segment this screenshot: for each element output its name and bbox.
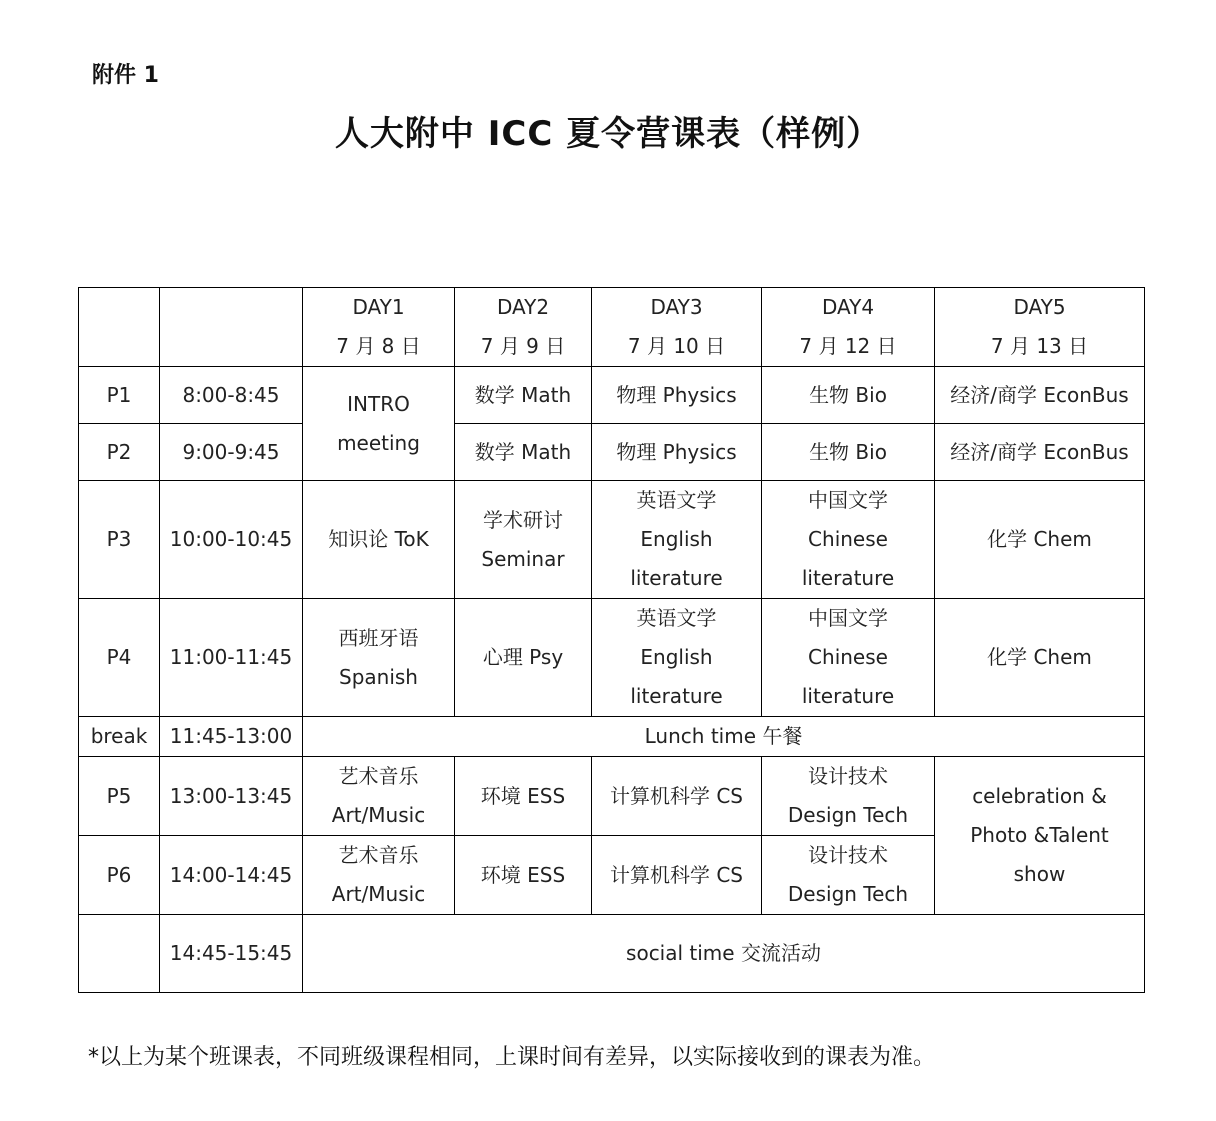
course-text: Art/Music bbox=[331, 882, 426, 906]
day-header bbox=[303, 288, 455, 367]
course-cell bbox=[762, 836, 935, 915]
header-empty-cell bbox=[160, 288, 303, 367]
period-row-p2 bbox=[79, 424, 1145, 481]
break-row bbox=[79, 717, 1145, 757]
attachment-label: 附件 1 bbox=[92, 63, 159, 88]
course-text: literature bbox=[630, 566, 723, 590]
course-cell: 经济/商学 EconBus bbox=[935, 424, 1145, 481]
day-header bbox=[455, 288, 592, 367]
lunch-cell: Lunch time 午餐 bbox=[303, 717, 1145, 757]
course-cell: 化学 Chem bbox=[935, 599, 1145, 717]
course-cell: 数学 Math bbox=[455, 367, 592, 424]
course-text: Art/Music bbox=[331, 803, 426, 827]
period-time: 11:45-13:00 bbox=[160, 717, 303, 757]
period-row-p3 bbox=[79, 481, 1145, 599]
course-cell: 物理 Physics bbox=[592, 367, 762, 424]
course-text: 英语文学 bbox=[636, 606, 717, 630]
course-text: Photo &Talent bbox=[970, 823, 1109, 847]
period-label: P3 bbox=[79, 481, 160, 599]
course-text: Design Tech bbox=[787, 882, 909, 906]
period-row-p4 bbox=[79, 599, 1145, 717]
day-name: DAY1 bbox=[352, 295, 405, 319]
course-text: 艺术音乐 bbox=[338, 764, 419, 788]
day-date: 7 月 13 日 bbox=[990, 334, 1089, 358]
day-date: 7 月 12 日 bbox=[799, 334, 897, 358]
social-row bbox=[79, 915, 1145, 993]
course-cell bbox=[303, 757, 455, 836]
course-cell bbox=[935, 757, 1145, 915]
period-label bbox=[79, 915, 160, 993]
schedule-table bbox=[78, 287, 1145, 993]
day-name: DAY2 bbox=[496, 295, 550, 319]
period-label: P2 bbox=[79, 424, 160, 481]
course-text: Spanish bbox=[339, 664, 418, 689]
course-text: show bbox=[1013, 862, 1066, 886]
header-empty-cell bbox=[79, 288, 160, 367]
period-label: P1 bbox=[79, 367, 160, 424]
day-name: DAY4 bbox=[821, 295, 875, 319]
course-cell: 化学 Chem bbox=[935, 481, 1145, 599]
social-cell: social time 交流活动 bbox=[303, 915, 1145, 993]
course-cell bbox=[303, 367, 455, 481]
course-text: literature bbox=[801, 566, 895, 590]
course-cell: 物理 Physics bbox=[592, 424, 762, 481]
course-cell bbox=[762, 481, 935, 599]
course-cell bbox=[303, 836, 455, 915]
day-date: 7 月 10 日 bbox=[627, 334, 726, 358]
period-label: P6 bbox=[79, 836, 160, 915]
course-text: 中国文学 bbox=[808, 488, 888, 512]
course-text: 设计技术 bbox=[808, 764, 888, 788]
course-cell bbox=[592, 481, 762, 599]
course-text: 艺术音乐 bbox=[338, 843, 419, 867]
period-label: P4 bbox=[79, 599, 160, 717]
period-label: break bbox=[79, 717, 160, 757]
course-cell: 计算机科学 CS bbox=[592, 757, 762, 836]
course-cell bbox=[762, 599, 935, 717]
course-cell bbox=[455, 481, 592, 599]
course-text: Seminar bbox=[481, 546, 565, 571]
course-text: English bbox=[640, 645, 713, 669]
course-cell: 生物 Bio bbox=[762, 424, 935, 481]
course-text: 学术研讨 bbox=[483, 507, 563, 532]
course-text: Chinese bbox=[808, 645, 888, 669]
course-text: celebration & bbox=[972, 784, 1107, 808]
footnote: *以上为某个班课表，不同班级课程相同，上课时间有差异，以实际接收到的课表为准。 bbox=[88, 1045, 936, 1070]
course-text: literature bbox=[630, 684, 723, 708]
course-cell: 经济/商学 EconBus bbox=[935, 367, 1145, 424]
course-text: INTRO bbox=[347, 391, 410, 416]
course-text: 西班牙语 bbox=[338, 625, 419, 650]
course-text: Design Tech bbox=[787, 803, 909, 827]
course-text: 中国文学 bbox=[808, 606, 888, 630]
period-time: 10:00-10:45 bbox=[160, 481, 303, 599]
course-cell bbox=[762, 757, 935, 836]
course-text: 英语文学 bbox=[636, 488, 717, 512]
course-cell bbox=[592, 599, 762, 717]
course-cell: 环境 ESS bbox=[455, 757, 592, 836]
course-cell: 知识论 ToK bbox=[303, 481, 455, 599]
course-cell bbox=[303, 599, 455, 717]
period-row-p1 bbox=[79, 367, 1145, 424]
page-title: 人大附中 ICC 夏令营课表（样例） bbox=[334, 114, 882, 154]
day-header bbox=[935, 288, 1145, 367]
course-text: meeting bbox=[337, 430, 420, 455]
course-cell: 心理 Psy bbox=[455, 599, 592, 717]
course-text: 设计技术 bbox=[808, 843, 888, 867]
period-time: 11:00-11:45 bbox=[160, 599, 303, 717]
course-cell: 计算机科学 CS bbox=[592, 836, 762, 915]
day-name: DAY5 bbox=[1013, 295, 1066, 319]
course-text: Chinese bbox=[808, 527, 888, 551]
course-text: literature bbox=[801, 684, 895, 708]
period-time: 14:45-15:45 bbox=[160, 915, 303, 993]
day-header bbox=[592, 288, 762, 367]
period-time: 9:00-9:45 bbox=[160, 424, 303, 481]
course-text: English bbox=[640, 527, 713, 551]
day-date: 7 月 8 日 bbox=[336, 334, 421, 358]
period-time: 13:00-13:45 bbox=[160, 757, 303, 836]
course-cell: 数学 Math bbox=[455, 424, 592, 481]
period-label: P5 bbox=[79, 757, 160, 836]
day-name: DAY3 bbox=[650, 295, 703, 319]
period-time: 14:00-14:45 bbox=[160, 836, 303, 915]
day-header bbox=[762, 288, 935, 367]
period-time: 8:00-8:45 bbox=[160, 367, 303, 424]
course-cell: 生物 Bio bbox=[762, 367, 935, 424]
header-row bbox=[79, 288, 1145, 367]
period-row-p5 bbox=[79, 757, 1145, 836]
course-cell: 环境 ESS bbox=[455, 836, 592, 915]
day-date: 7 月 9 日 bbox=[480, 334, 566, 358]
